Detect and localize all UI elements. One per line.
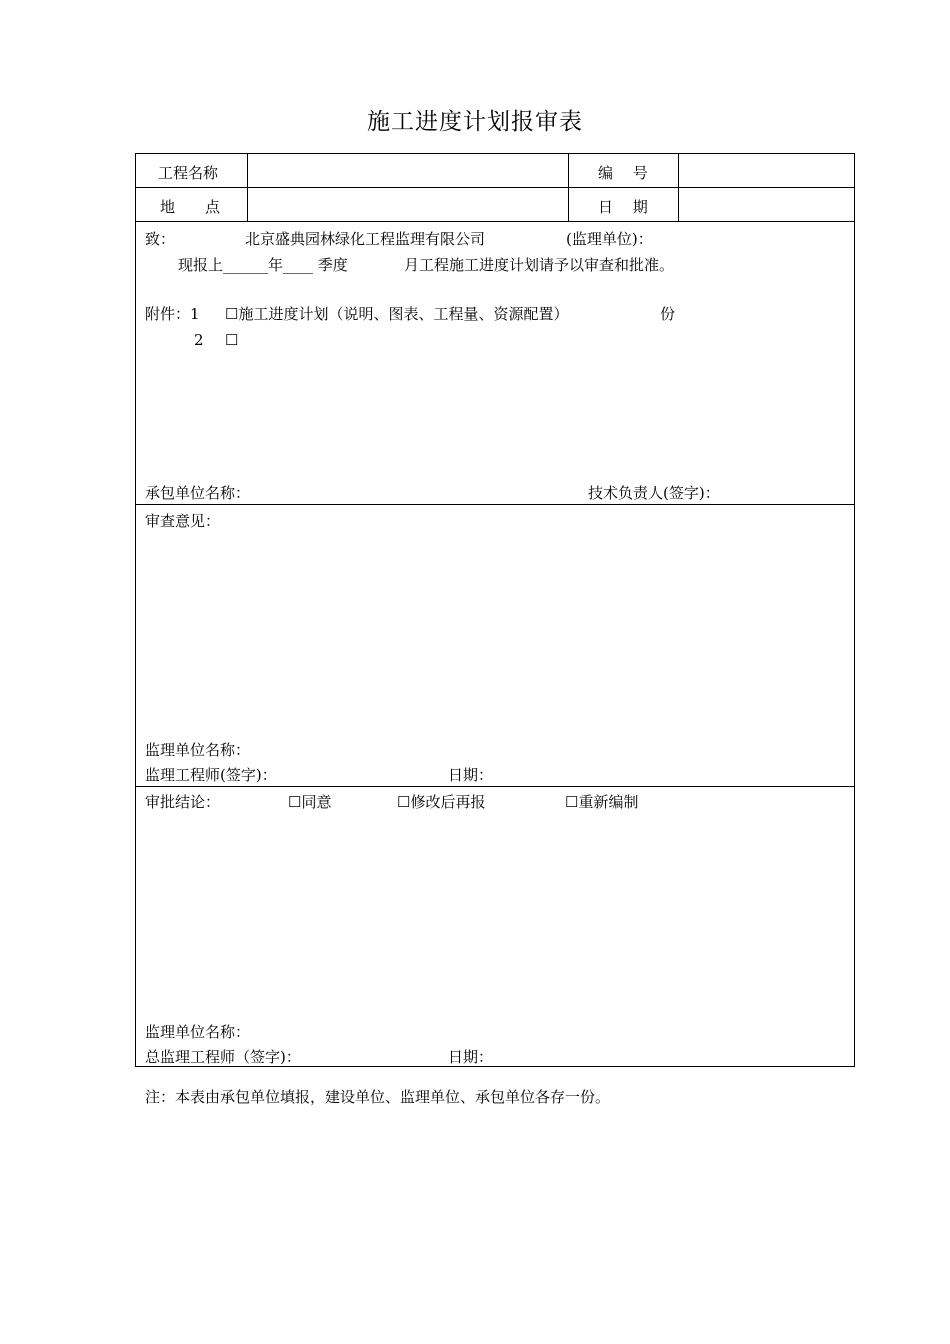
attachment-label: 附件：1 [145,305,200,323]
attachment-1-unit: 份 [660,305,676,323]
row-divider-4 [136,786,854,787]
tech-lead-label: 技术负责人(签字)： [588,484,720,502]
option-redo-checkbox[interactable]: ☐重新编制 [565,793,639,811]
page-title: 施工进度计划报审表 [367,109,583,135]
review-opinion-label: 审查意见： [145,512,221,530]
contractor-label: 承包单位名称： [145,484,251,502]
date-header-label: 日 期 [598,198,648,216]
option-agree-checkbox[interactable]: ☐同意 [288,793,332,811]
review-form [135,153,855,1067]
location-label: 地 点 [160,198,221,216]
final-date-label: 日期： [448,1048,494,1066]
number-label: 编 号 [598,164,648,182]
location-field[interactable] [248,189,567,220]
attachment-1-checkbox[interactable]: ☐施工进度计划（说明、图表、工程量、资源配置） [225,305,569,323]
row-divider-1 [136,187,854,188]
to-label: 致： [145,230,176,248]
project-name-label: 工程名称 [158,164,219,182]
attachment-2-number: 2 [194,331,204,349]
final-supervisor-unit-label: 监理单位名称： [145,1023,251,1041]
to-company: 北京盛典园林绿化工程监理有限公司 [245,230,486,248]
footnote: 注：本表由承包单位填报，建设单位、监理单位、承包单位各存一份。 [145,1088,611,1106]
row-divider-3 [136,504,854,505]
attachment-2-checkbox[interactable]: ☐ [225,331,239,349]
conclusion-label: 审批结论： [145,793,221,811]
project-name-field[interactable] [248,155,567,186]
report-line-b: 月工程施工进度计划请予以审查和批准。 [404,256,675,274]
engineer-signature-label: 监理工程师(签字)： [145,766,277,784]
supervisor-unit-label: 监理单位名称： [145,741,251,759]
review-date-label: 日期： [448,766,494,784]
date-header-field[interactable] [679,189,854,220]
chief-engineer-signature-label: 总监理工程师（签字)： [145,1048,301,1066]
to-suffix: (监理单位)： [566,230,653,248]
number-field[interactable] [679,155,854,186]
option-revise-checkbox[interactable]: ☐修改后再报 [397,793,486,811]
row-divider-2 [136,221,854,222]
report-line-a: 现报上______年____ 季度 [178,256,348,274]
col-divider-2 [568,154,569,221]
